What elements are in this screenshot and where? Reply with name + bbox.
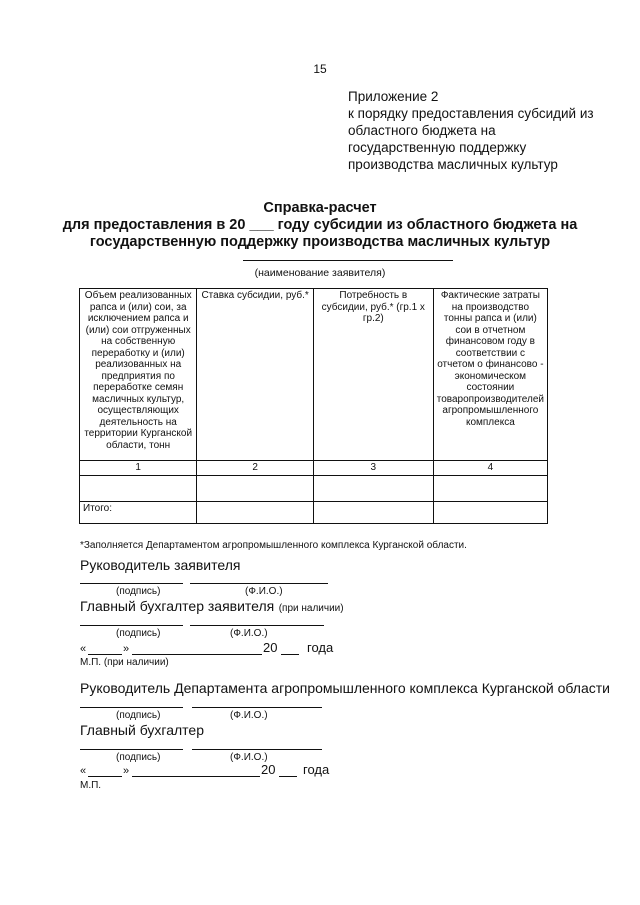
fio-line <box>190 625 324 626</box>
total-label: Итого: <box>80 501 197 523</box>
calculation-table <box>79 288 548 524</box>
title-line: Справка-расчет <box>263 200 377 216</box>
signature-line <box>80 625 183 626</box>
fio-caption: (Ф.И.О.) <box>230 752 268 763</box>
signature-line <box>80 583 183 584</box>
year-prefix: 20 <box>261 762 276 777</box>
fio-caption: (Ф.И.О.) <box>245 586 283 597</box>
table-cell <box>433 475 547 501</box>
title-line: для предоставления в 20 ___ году субсидии из областного бюджета на <box>62 217 578 233</box>
date-close-quote: » <box>123 765 130 777</box>
table-cell <box>197 501 314 523</box>
header-cell: Ставка субсидии, руб.* <box>197 289 314 461</box>
accountant-label: Главный бухгалтер заявителя <box>80 598 275 614</box>
department-date-row <box>80 762 350 780</box>
total-row <box>80 501 548 523</box>
applicant-name-line <box>243 260 453 261</box>
year-line <box>279 776 297 777</box>
appendix-line: областного бюджета на <box>348 123 496 138</box>
appendix-line: к порядку предоставления субсидий из <box>348 106 594 121</box>
header-cell: Объем реализованных рапса и (или) сои, за исключением рапса и (или) сои отгруженных на собственную переработку и (или) реализованных на предприятия по переработке семян масличных культур, осуществляющих деятельность на территории Курганской области, тонн <box>80 289 197 461</box>
header-cell: Фактические затраты на производство тонны рапса и (или) сои в отчетном финансовом году в соответствии с отчетом о финансово - экономическом состоянии товаропроизводителей агропромышленного комплекса <box>433 289 547 461</box>
footnote: *Заполняется Департаментом агропромышленного комплекса Курганской области. <box>80 540 467 551</box>
column-number: 2 <box>197 461 314 476</box>
signature-caption: (подпись) <box>116 752 161 763</box>
table-header-row <box>80 289 548 461</box>
signature-caption: (подпись) <box>116 628 161 639</box>
table-row <box>80 475 548 501</box>
signature-line <box>80 749 183 750</box>
chief-accountant-label: Главный бухгалтер <box>80 722 204 738</box>
title-line: государственную поддержку производства масличных культур <box>89 234 551 250</box>
date-close-quote: » <box>123 643 130 655</box>
seal-mark: М.П. <box>80 780 102 791</box>
table-cell <box>313 475 433 501</box>
table-cell <box>313 501 433 523</box>
table-cell <box>433 501 547 523</box>
fio-line <box>192 749 322 750</box>
date-open-quote: « <box>80 643 87 655</box>
department-head-label: Руководитель Департамента агропромышленного комплекса Курганской области <box>80 680 610 696</box>
day-line <box>88 654 122 655</box>
appendix-header <box>348 88 594 173</box>
signature-caption: (подпись) <box>116 586 161 597</box>
appendix-line: производства масличных культур <box>348 157 558 172</box>
applicant-head-label: Руководитель заявителя <box>80 557 241 573</box>
fio-line <box>192 707 322 708</box>
month-line <box>132 776 260 777</box>
applicant-date-row <box>80 640 350 658</box>
year-prefix: 20 <box>263 640 278 655</box>
column-number: 4 <box>433 461 547 476</box>
appendix-line: Приложение 2 <box>348 89 439 104</box>
column-number: 1 <box>80 461 197 476</box>
month-line <box>132 654 262 655</box>
signature-line <box>80 707 183 708</box>
document-title <box>0 200 640 251</box>
day-line <box>88 776 122 777</box>
year-line <box>281 654 299 655</box>
seal-note: М.П. (при наличии) <box>80 657 169 668</box>
header-cell: Потребность в субсидии, руб.* (гр.1 х гр.2) <box>313 289 433 461</box>
applicant-caption: (наименование заявителя) <box>254 267 386 279</box>
column-number-row <box>80 461 548 476</box>
accountant-note: (при наличии) <box>278 603 344 614</box>
fio-caption: (Ф.И.О.) <box>230 628 268 639</box>
year-suffix: года <box>307 640 334 655</box>
table-cell <box>80 475 197 501</box>
year-suffix: года <box>303 762 330 777</box>
applicant-accountant <box>80 598 344 616</box>
column-number: 3 <box>313 461 433 476</box>
page-number: 15 <box>313 62 327 76</box>
fio-caption: (Ф.И.О.) <box>230 710 268 721</box>
fio-line <box>190 583 328 584</box>
appendix-line: государственную поддержку <box>348 140 527 155</box>
table-cell <box>197 475 314 501</box>
signature-caption: (подпись) <box>116 710 161 721</box>
date-open-quote: « <box>80 765 87 777</box>
